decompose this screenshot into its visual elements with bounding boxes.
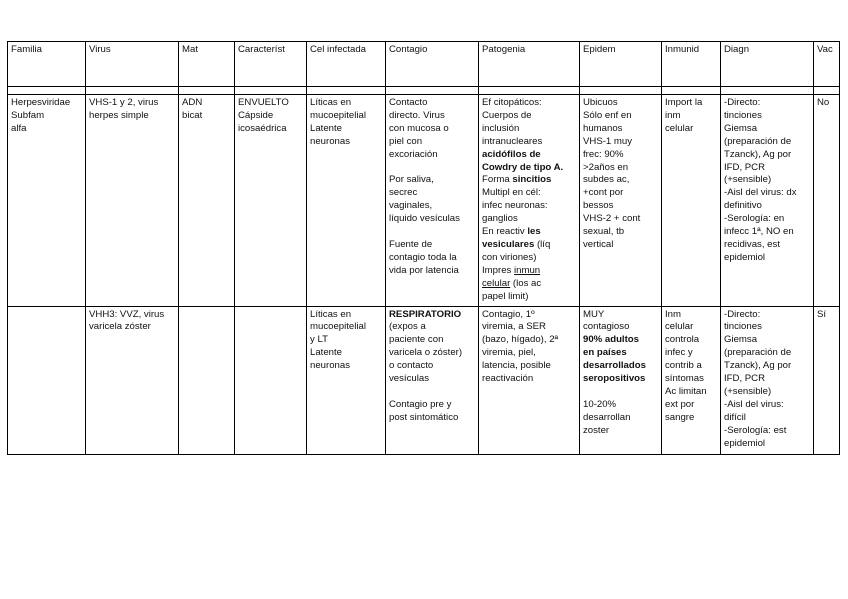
cell-text-line: varicela o zóster) (389, 347, 463, 359)
cell-text-line: -Serología: est (724, 424, 787, 436)
cell-diagn (721, 306, 814, 454)
cell-text-line: latencia, posible (482, 360, 551, 372)
cell-text-line: zoster (583, 424, 610, 436)
cell-text-line: Contagio pre y (389, 398, 452, 410)
cell-text-line: viremia, a SER (482, 321, 546, 333)
header-familia: Familia (8, 42, 86, 87)
cell-text-line: infec y (665, 347, 693, 359)
cell-text-line: IFD, PCR (724, 161, 766, 173)
cell-text-line: -Directo: (724, 308, 761, 320)
cell-text-line: sexual, tb (583, 226, 625, 238)
cell-virus (86, 306, 179, 454)
cell-text-line: secrec (389, 187, 418, 199)
cell-cel-infectada (307, 306, 386, 454)
cell-inmunid (662, 306, 721, 454)
spacer-row (8, 87, 840, 95)
cell-text-line: neuronas (310, 360, 351, 372)
cell-text-line: Ubicuos (583, 97, 618, 108)
cell-text-line: controla (665, 334, 700, 346)
cell-text-line: vertical (583, 238, 614, 250)
cell-text-line: icosaédrica (238, 122, 287, 134)
cell-text-line: líquido vesículas (389, 213, 460, 225)
cell-text-line: Fuente de (389, 238, 433, 250)
header-inmunid: Inmunid (662, 42, 721, 87)
cell-text-line: MUY (583, 308, 605, 320)
cell-text-line: en países (583, 347, 627, 359)
cell-text-line: 90% adultos (583, 334, 639, 346)
header-diagn: Diagn (721, 42, 814, 87)
cell-text-line: tinciones (724, 321, 762, 333)
cell-text-line: varicela zóster (89, 321, 151, 333)
cell-patogenia: Ef citopáticos: Cuerpos de inclusión intranucleares acidófilos de Cowdry de tipo A. Forma sincitios Multipl en cél: infec neuronas: ganglios En reactiv les vesiculares (líq con viriones) Impres inmun celular (los ac papel limit) (479, 95, 580, 307)
cell-text-line: Herpesviridae (11, 97, 71, 108)
cell-epidem (580, 306, 662, 454)
cell-text-line: Contacto (389, 97, 428, 108)
cell-text-line: vida por latencia (389, 264, 459, 276)
cell-text-line: Contagio, 1º (482, 308, 535, 320)
cell-caracterist (235, 95, 307, 307)
cell-text-line: paciente con (389, 334, 444, 346)
cell-text-line: mucoepitelial (310, 109, 366, 121)
cell-text-line: piel con (389, 135, 423, 147)
cell-text-line: celular (665, 122, 694, 134)
header-row (8, 42, 840, 87)
header-cel-infectada: Cel infectada (307, 42, 386, 87)
cell-cel-infectada (307, 95, 386, 307)
cell-text-line: Cápside (238, 109, 274, 121)
cell-text-line: post sintomático (389, 411, 459, 423)
cell-text-line: Import la (665, 97, 703, 108)
cell-text-line: Latente (310, 122, 343, 134)
cell-text-line: -Aisl del virus: (724, 398, 784, 410)
cell-text-line: desarrollados (583, 360, 646, 372)
cell-text-line: (preparación de (724, 347, 792, 359)
cell-text-line: Por saliva, (389, 174, 434, 186)
header-patogenia: Patogenia (479, 42, 580, 87)
cell-text-line: VHS-1 muy (583, 135, 633, 147)
cell-text-line: (+sensible) (724, 174, 772, 186)
cell-text-line: 10-20% (583, 398, 617, 410)
cell-text-line: contagio toda la (389, 251, 457, 263)
herpesviridae-table (7, 41, 840, 455)
cell-familia (8, 306, 86, 454)
cell-text-line: o contacto (389, 360, 434, 372)
header-vac: Vac (814, 42, 840, 87)
cell-text-line: VHS-1 y 2, virus (89, 97, 159, 108)
cell-text-line: IFD, PCR (724, 373, 766, 385)
cell-mat (179, 306, 235, 454)
header-mat: Mat (179, 42, 235, 87)
cell-text-line: (+sensible) (724, 385, 772, 397)
cell-text-line: Subfam (11, 109, 45, 121)
cell-text-line: viremia, piel, (482, 347, 536, 359)
cell-text-line: definitivo (724, 200, 762, 212)
cell-text-line: (bazo, hígado), 2ª (482, 334, 559, 346)
cell-vac: Sí (814, 306, 840, 454)
cell-text-line: (expos a (389, 321, 426, 333)
table-row-vvz (8, 306, 840, 454)
cell-text-line: mucoepitelial (310, 321, 366, 333)
cell-text-line: VHH3: VVZ, virus (89, 308, 165, 320)
cell-text-line: subdes ac, (583, 174, 630, 186)
cell-patogenia (479, 306, 580, 454)
cell-text-line: Líticas en (310, 308, 352, 320)
cell-text-line: +cont por (583, 187, 624, 199)
cell-text-line: Inm (665, 308, 681, 320)
cell-text-line: bicat (182, 109, 203, 121)
cell-text-line: humanos (583, 122, 623, 134)
cell-text-line: síntomas (665, 373, 704, 385)
cell-text-line: -Aisl del virus: dx (724, 187, 797, 199)
cell-text-line: epidemiol (724, 437, 766, 449)
cell-text-line: reactivación (482, 373, 534, 385)
cell-text-line: Giemsa (724, 122, 758, 134)
cell-text-line: Giemsa (724, 334, 758, 346)
cell-text-line: Latente (310, 347, 343, 359)
cell-vac: No (814, 95, 840, 307)
cell-contagio (386, 95, 479, 307)
cell-text-line: recidivas, est (724, 238, 780, 250)
cell-virus (86, 95, 179, 307)
cell-diagn (721, 95, 814, 307)
header-contagio: Contagio (386, 42, 479, 87)
cell-text-line: ADN (182, 97, 203, 108)
cell-text-line: alfa (11, 122, 27, 134)
cell-text-line: Tzanck), Ag por (724, 360, 792, 372)
cell-text-line: infecc 1ª, NO en (724, 226, 794, 238)
cell-text-line: Tzanck), Ag por (724, 148, 792, 160)
cell-text-line: contagioso (583, 321, 630, 333)
cell-text-line: (preparación de (724, 135, 792, 147)
cell-text-line: inm (665, 109, 681, 121)
cell-text-line: vaginales, (389, 200, 433, 212)
cell-text-line: celular (665, 321, 694, 333)
cell-text-line: contrib a (665, 360, 702, 372)
cell-text-line: Líticas en (310, 97, 352, 108)
header-caracterist: Característ (235, 42, 307, 87)
cell-text-line: neuronas (310, 135, 351, 147)
cell-text-line: con mucosa o (389, 122, 449, 134)
cell-text-line: difícil (724, 411, 746, 423)
cell-text-line: sangre (665, 411, 695, 423)
cell-caracterist (235, 306, 307, 454)
cell-text-line: directo. Virus (389, 109, 445, 121)
cell-text-line: seropositivos (583, 373, 646, 385)
cell-text-line: ext por (665, 398, 695, 410)
cell-inmunid (662, 95, 721, 307)
cell-text-line: herpes simple (89, 109, 149, 121)
cell-text-line: desarrollan (583, 411, 631, 423)
cell-text-line: -Serología: en (724, 213, 785, 225)
cell-text-line: excoriación (389, 148, 438, 160)
header-virus: Virus (86, 42, 179, 87)
cell-text-line: Sólo enf en (583, 109, 632, 121)
cell-text-line: ENVUELTO (238, 97, 289, 108)
cell-text-line: bessos (583, 200, 614, 212)
cell-epidem (580, 95, 662, 307)
cell-mat (179, 95, 235, 307)
cell-text-line: epidemiol (724, 251, 766, 263)
cell-text-line: Ac limitan (665, 385, 707, 397)
cell-contagio: RESPIRATORIO (expos a paciente con varicela o zóster) o contacto vesículas Contagio pre y post sintomático (386, 306, 479, 454)
cell-text-line: vesículas (389, 373, 429, 385)
cell-familia (8, 95, 86, 307)
table-row-vhs (8, 95, 840, 307)
cell-text-line: y LT (310, 334, 328, 346)
cell-text-line: frec: 90% (583, 148, 624, 160)
cell-text-line: tinciones (724, 109, 762, 121)
cell-text-line: -Directo: (724, 97, 761, 108)
cell-text-line: VHS-2 + cont (583, 213, 641, 225)
cell-text-line: >2años en (583, 161, 629, 173)
header-epidem: Epidem (580, 42, 662, 87)
